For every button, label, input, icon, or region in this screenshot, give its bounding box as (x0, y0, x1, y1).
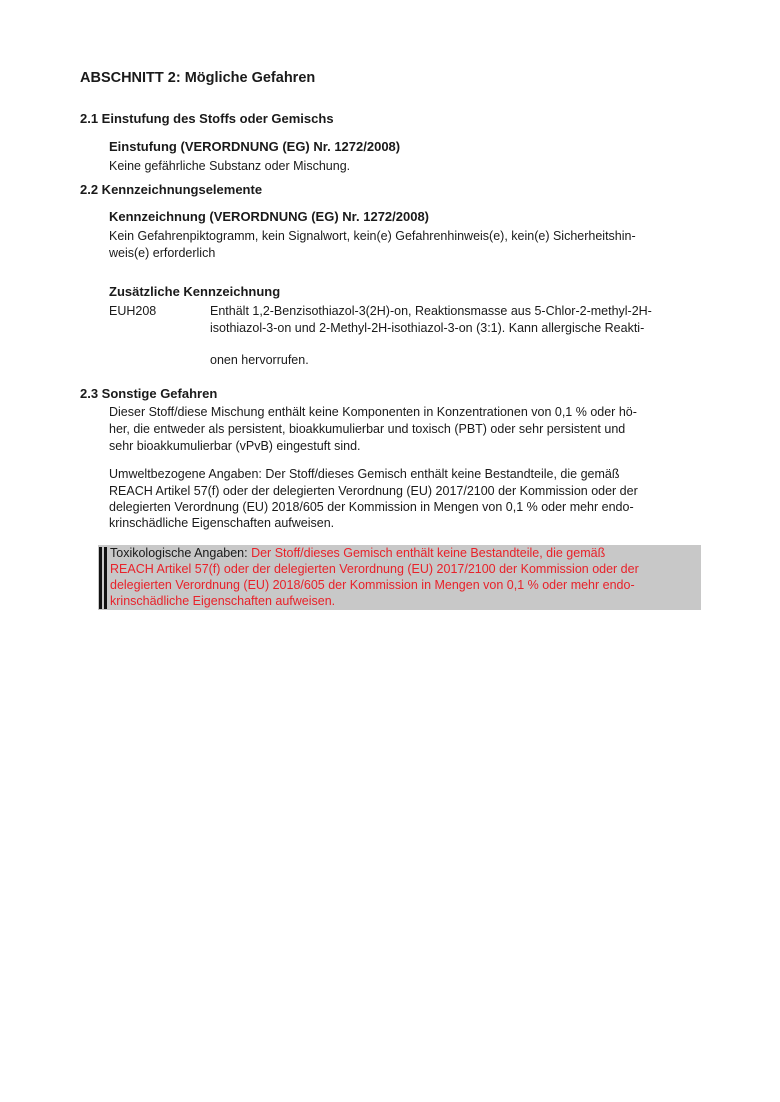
euh-text-line-1: Enthält 1,2-Benzisothiazol-3(2H)-on, Reaktionsmasse aus 5-Chlor-2-methyl-2H- (210, 304, 652, 318)
change-bar (104, 547, 107, 609)
tox-line-4: krinschädliche Eigenschaften aufweisen. (110, 594, 336, 608)
subheading-zusaetzliche-kennzeichnung: Zusätzliche Kennzeichnung (109, 284, 281, 299)
section-title: ABSCHNITT 2: Mögliche Gefahren (80, 70, 316, 86)
umwelt-line-4: krinschädliche Eigenschaften aufweisen. (109, 516, 335, 530)
pbt-line-2: her, die entweder als persistent, bioakkumulierbar und toxisch (PBT) oder sehr persistent und (109, 422, 626, 436)
kennzeichnung-line-2: weis(e) erforderlich (109, 246, 216, 260)
pbt-line-3: sehr bioakkumulierbar (vPvB) eingestuft sind. (109, 439, 361, 453)
subheading-kennzeichnung: Kennzeichnung (VERORDNUNG (EG) Nr. 1272/2008) (109, 209, 430, 224)
tox-line-3: delegierten Verordnung (EU) 2018/605 der Kommission in Mengen von 0,1 % oder mehr endo- (110, 578, 635, 592)
einstufung-text: Keine gefährliche Substanz oder Mischung. (109, 159, 351, 173)
change-bar (99, 547, 102, 609)
subheading-einstufung: Einstufung (VERORDNUNG (EG) Nr. 1272/2008) (109, 139, 401, 154)
euh-code: EUH208 (109, 304, 157, 318)
euh-text-line-2: isothiazol-3-on und 2-Methyl-2H-isothiazol-3-on (3:1). Kann allergische Reakti- (210, 321, 645, 335)
tox-line-1 (110, 546, 605, 560)
tox-line-2: REACH Artikel 57(f) oder der delegierten Verordnung (EU) 2017/2100 der Kommission oder der (110, 562, 639, 576)
kennzeichnung-line-1: Kein Gefahrenpiktogramm, kein Signalwort, kein(e) Gefahrenhinweis(e), kein(e) Sicherheitshin- (109, 229, 636, 243)
tox-changed-text: Der Stoff/dieses Gemisch enthält keine Bestandteile, die gemäß (251, 546, 606, 560)
pbt-line-1: Dieser Stoff/diese Mischung enthält keine Komponenten in Konzentrationen von 0,1 % oder hö- (109, 405, 637, 419)
umwelt-line-1: Umweltbezogene Angaben: Der Stoff/dieses Gemisch enthält keine Bestandteile, die gemäß (109, 467, 620, 481)
heading-2-1: 2.1 Einstufung des Stoffs oder Gemischs (80, 111, 334, 126)
heading-2-3: 2.3 Sonstige Gefahren (80, 386, 218, 401)
tox-label: Toxikologische Angaben: (110, 546, 252, 560)
heading-2-2: 2.2 Kennzeichnungselemente (80, 182, 263, 197)
umwelt-line-2: REACH Artikel 57(f) oder der delegierten Verordnung (EU) 2017/2100 der Kommission oder der (109, 484, 638, 498)
euh-text-line-3: onen hervorrufen. (210, 353, 309, 367)
umwelt-line-3: delegierten Verordnung (EU) 2018/605 der Kommission in Mengen von 0,1 % oder mehr endo- (109, 500, 634, 514)
